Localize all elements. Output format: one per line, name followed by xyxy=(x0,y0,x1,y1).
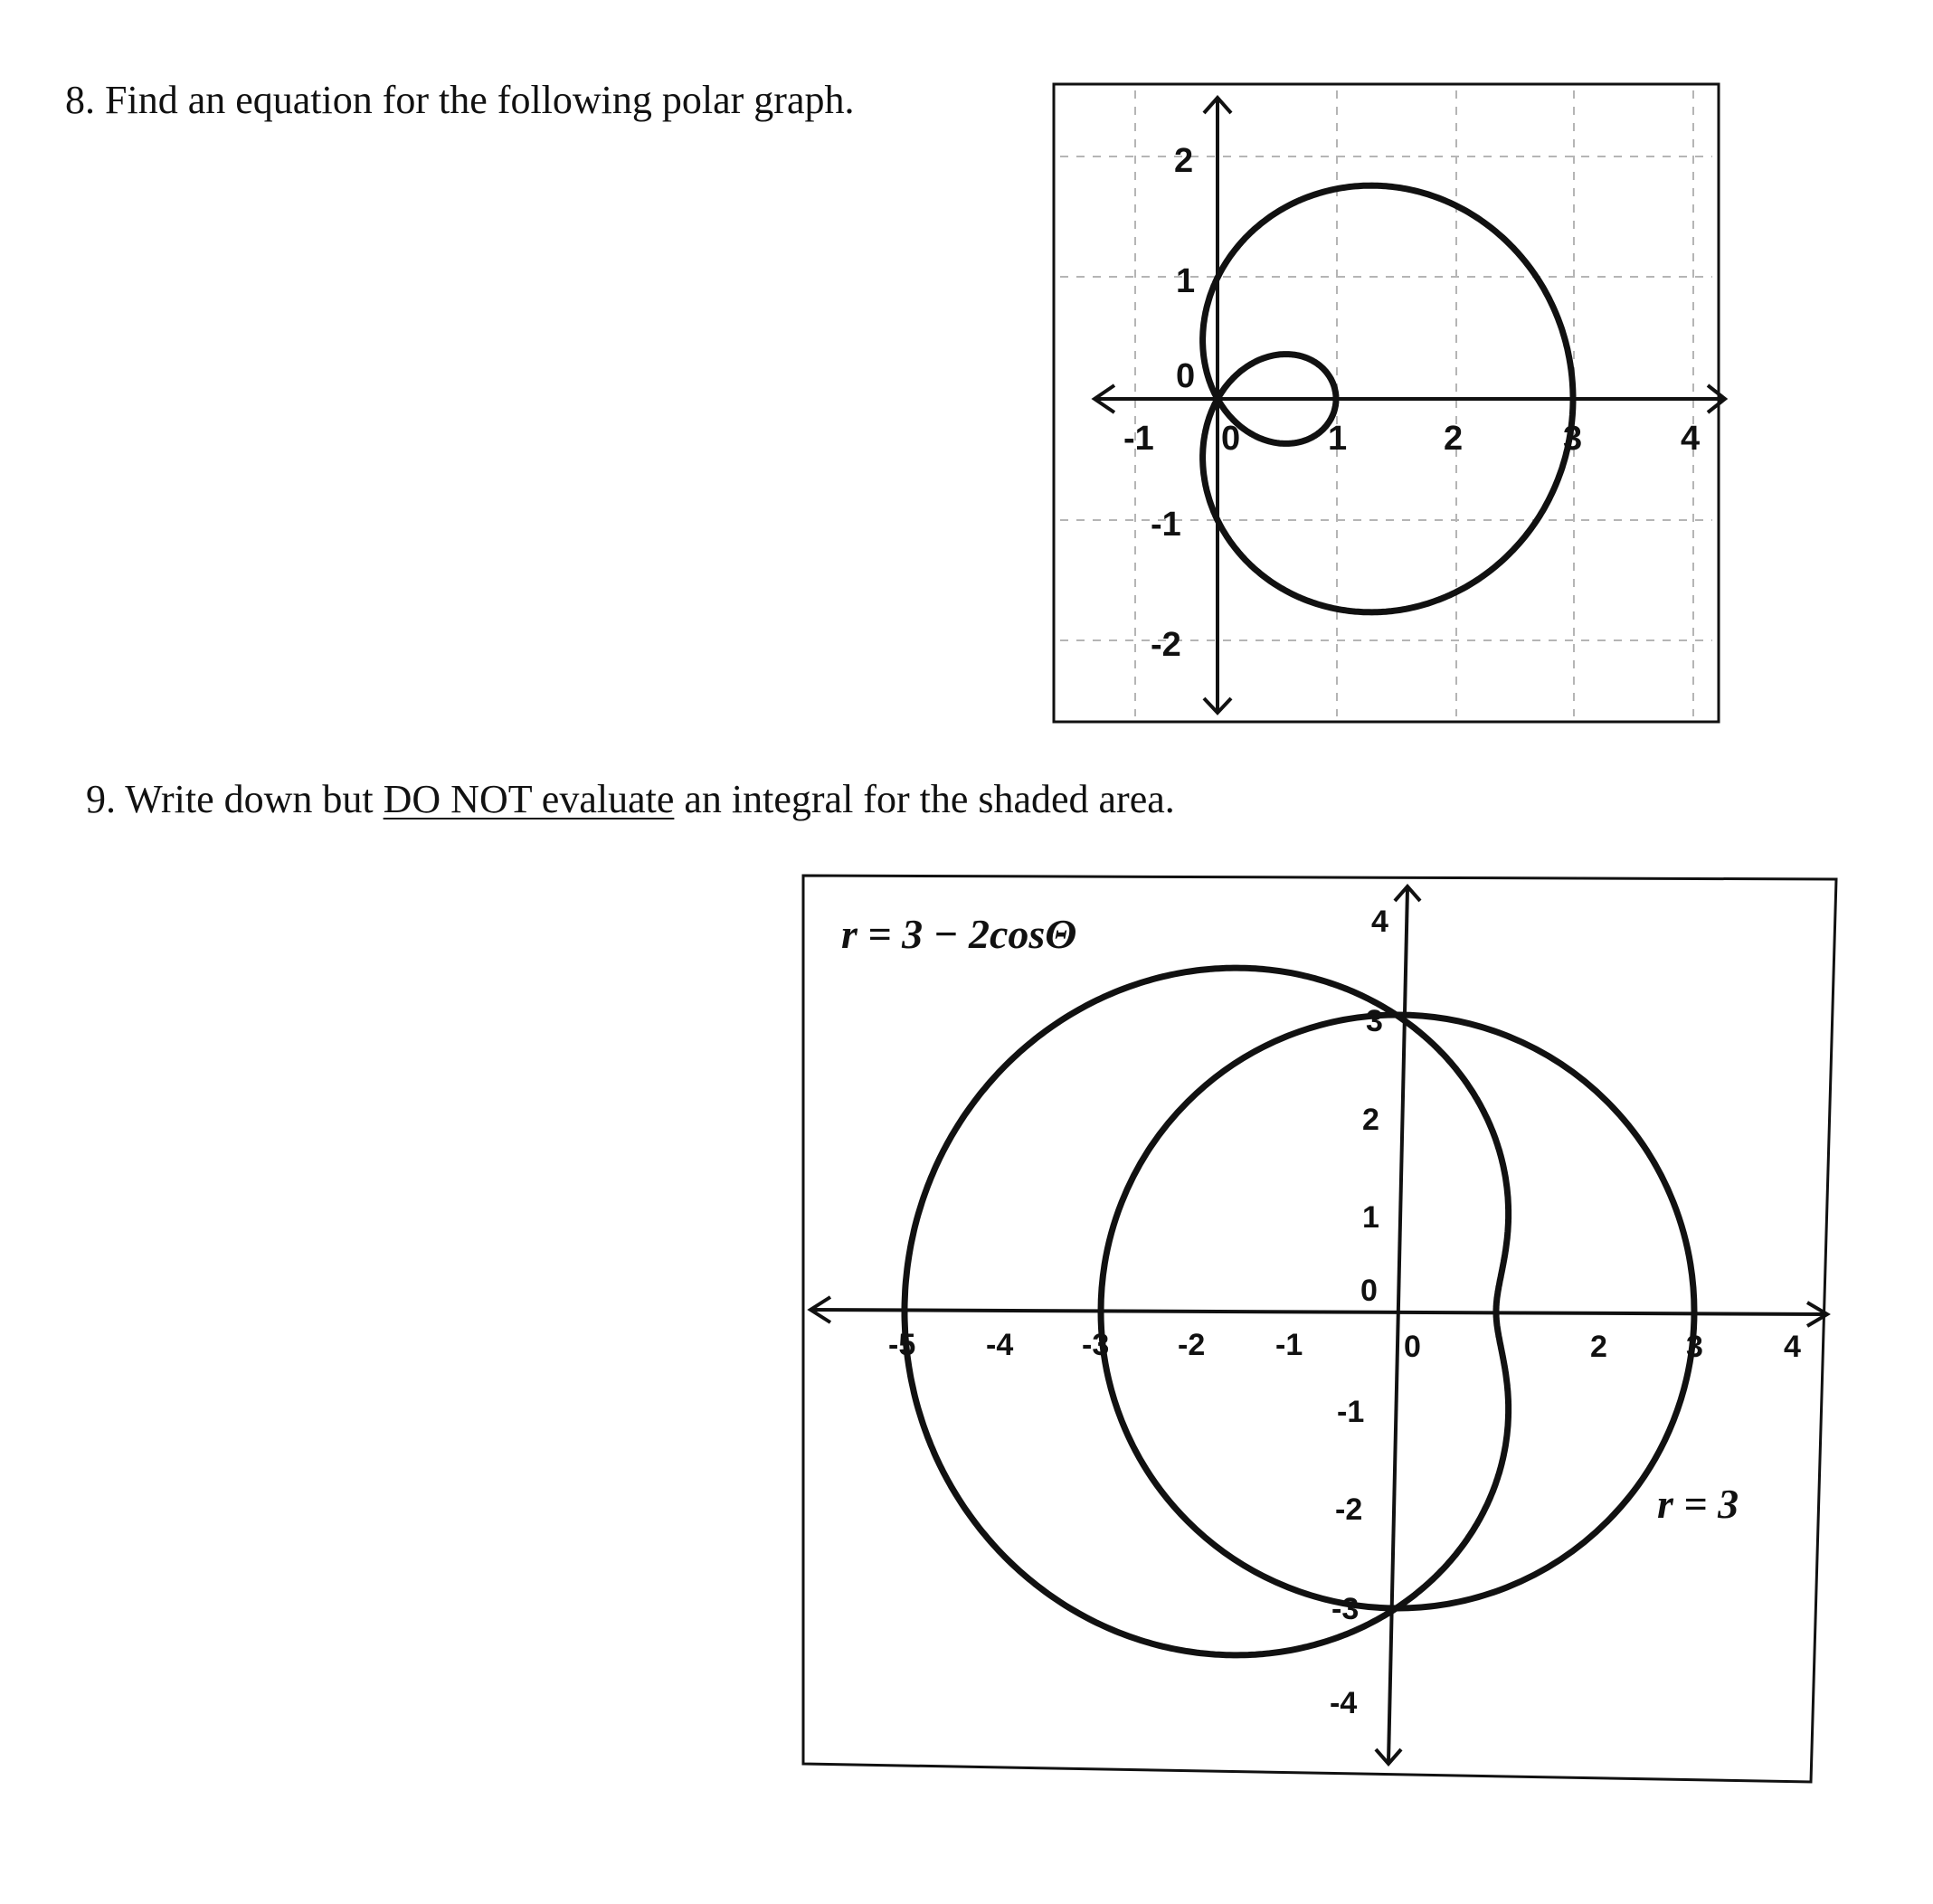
graph1-xtick-4: 4 xyxy=(1681,420,1701,458)
graph1 xyxy=(1054,84,1725,722)
graph1-ytick-neg1: -1 xyxy=(1151,506,1181,544)
graph2-ytick-neg3: -3 xyxy=(1331,1592,1360,1626)
graph2-ytick-2: 2 xyxy=(1362,1103,1379,1137)
graph2-xtick-4: 4 xyxy=(1784,1330,1801,1364)
graph1-xtick-neg1: -1 xyxy=(1123,420,1154,458)
graph2-ytick-neg1: -1 xyxy=(1337,1395,1365,1429)
graph2-xtick-3: 3 xyxy=(1686,1330,1703,1364)
question-8-number: 8. xyxy=(65,78,95,122)
question-9-number: 9. xyxy=(86,777,116,821)
graph2-ytick-0: 0 xyxy=(1360,1274,1378,1308)
graph2-xtick-0: 0 xyxy=(1404,1330,1421,1364)
graph1-ytick-2: 2 xyxy=(1174,142,1194,180)
graph2-xtick-neg3: -3 xyxy=(1082,1328,1110,1362)
graph1-xtick-1: 1 xyxy=(1328,420,1348,458)
graph2-ytick-4: 4 xyxy=(1371,905,1388,939)
graph2-ytick-1: 1 xyxy=(1362,1200,1379,1235)
question-9-text-before: Write down but xyxy=(125,777,374,821)
graph2-xtick-neg2: -2 xyxy=(1178,1328,1206,1362)
graph2-xtick-neg5: -5 xyxy=(888,1328,916,1362)
graph2-ytick-neg2: -2 xyxy=(1335,1492,1363,1527)
graph1-ytick-0: 0 xyxy=(1176,357,1196,395)
graph1-xtick-3: 3 xyxy=(1563,420,1583,458)
question-9-text-after: an integral for the shaded area. xyxy=(684,777,1175,821)
question-9-emphasis: DO NOT evaluate xyxy=(383,777,675,821)
graph2-label-circle: r = 3 xyxy=(1657,1481,1739,1527)
question-8-text: Find an equation for the following polar graph. xyxy=(105,78,855,122)
graph2-xtick-neg4: -4 xyxy=(986,1328,1014,1362)
graph2-ytick-3: 3 xyxy=(1366,1004,1383,1038)
graph2 xyxy=(803,876,1836,1782)
graph1-ytick-neg2: -2 xyxy=(1151,626,1181,664)
graph1-xtick-2: 2 xyxy=(1444,420,1464,458)
graph1-xtick-0: 0 xyxy=(1221,420,1241,458)
graph2-ytick-neg4: -4 xyxy=(1330,1686,1358,1720)
graph2-xtick-neg1: -1 xyxy=(1275,1328,1303,1362)
graph2-label-cardioid: r = 3 − 2cosΘ xyxy=(841,911,1077,957)
graph2-xtick-2: 2 xyxy=(1590,1330,1607,1364)
graph1-ytick-1: 1 xyxy=(1176,262,1196,300)
